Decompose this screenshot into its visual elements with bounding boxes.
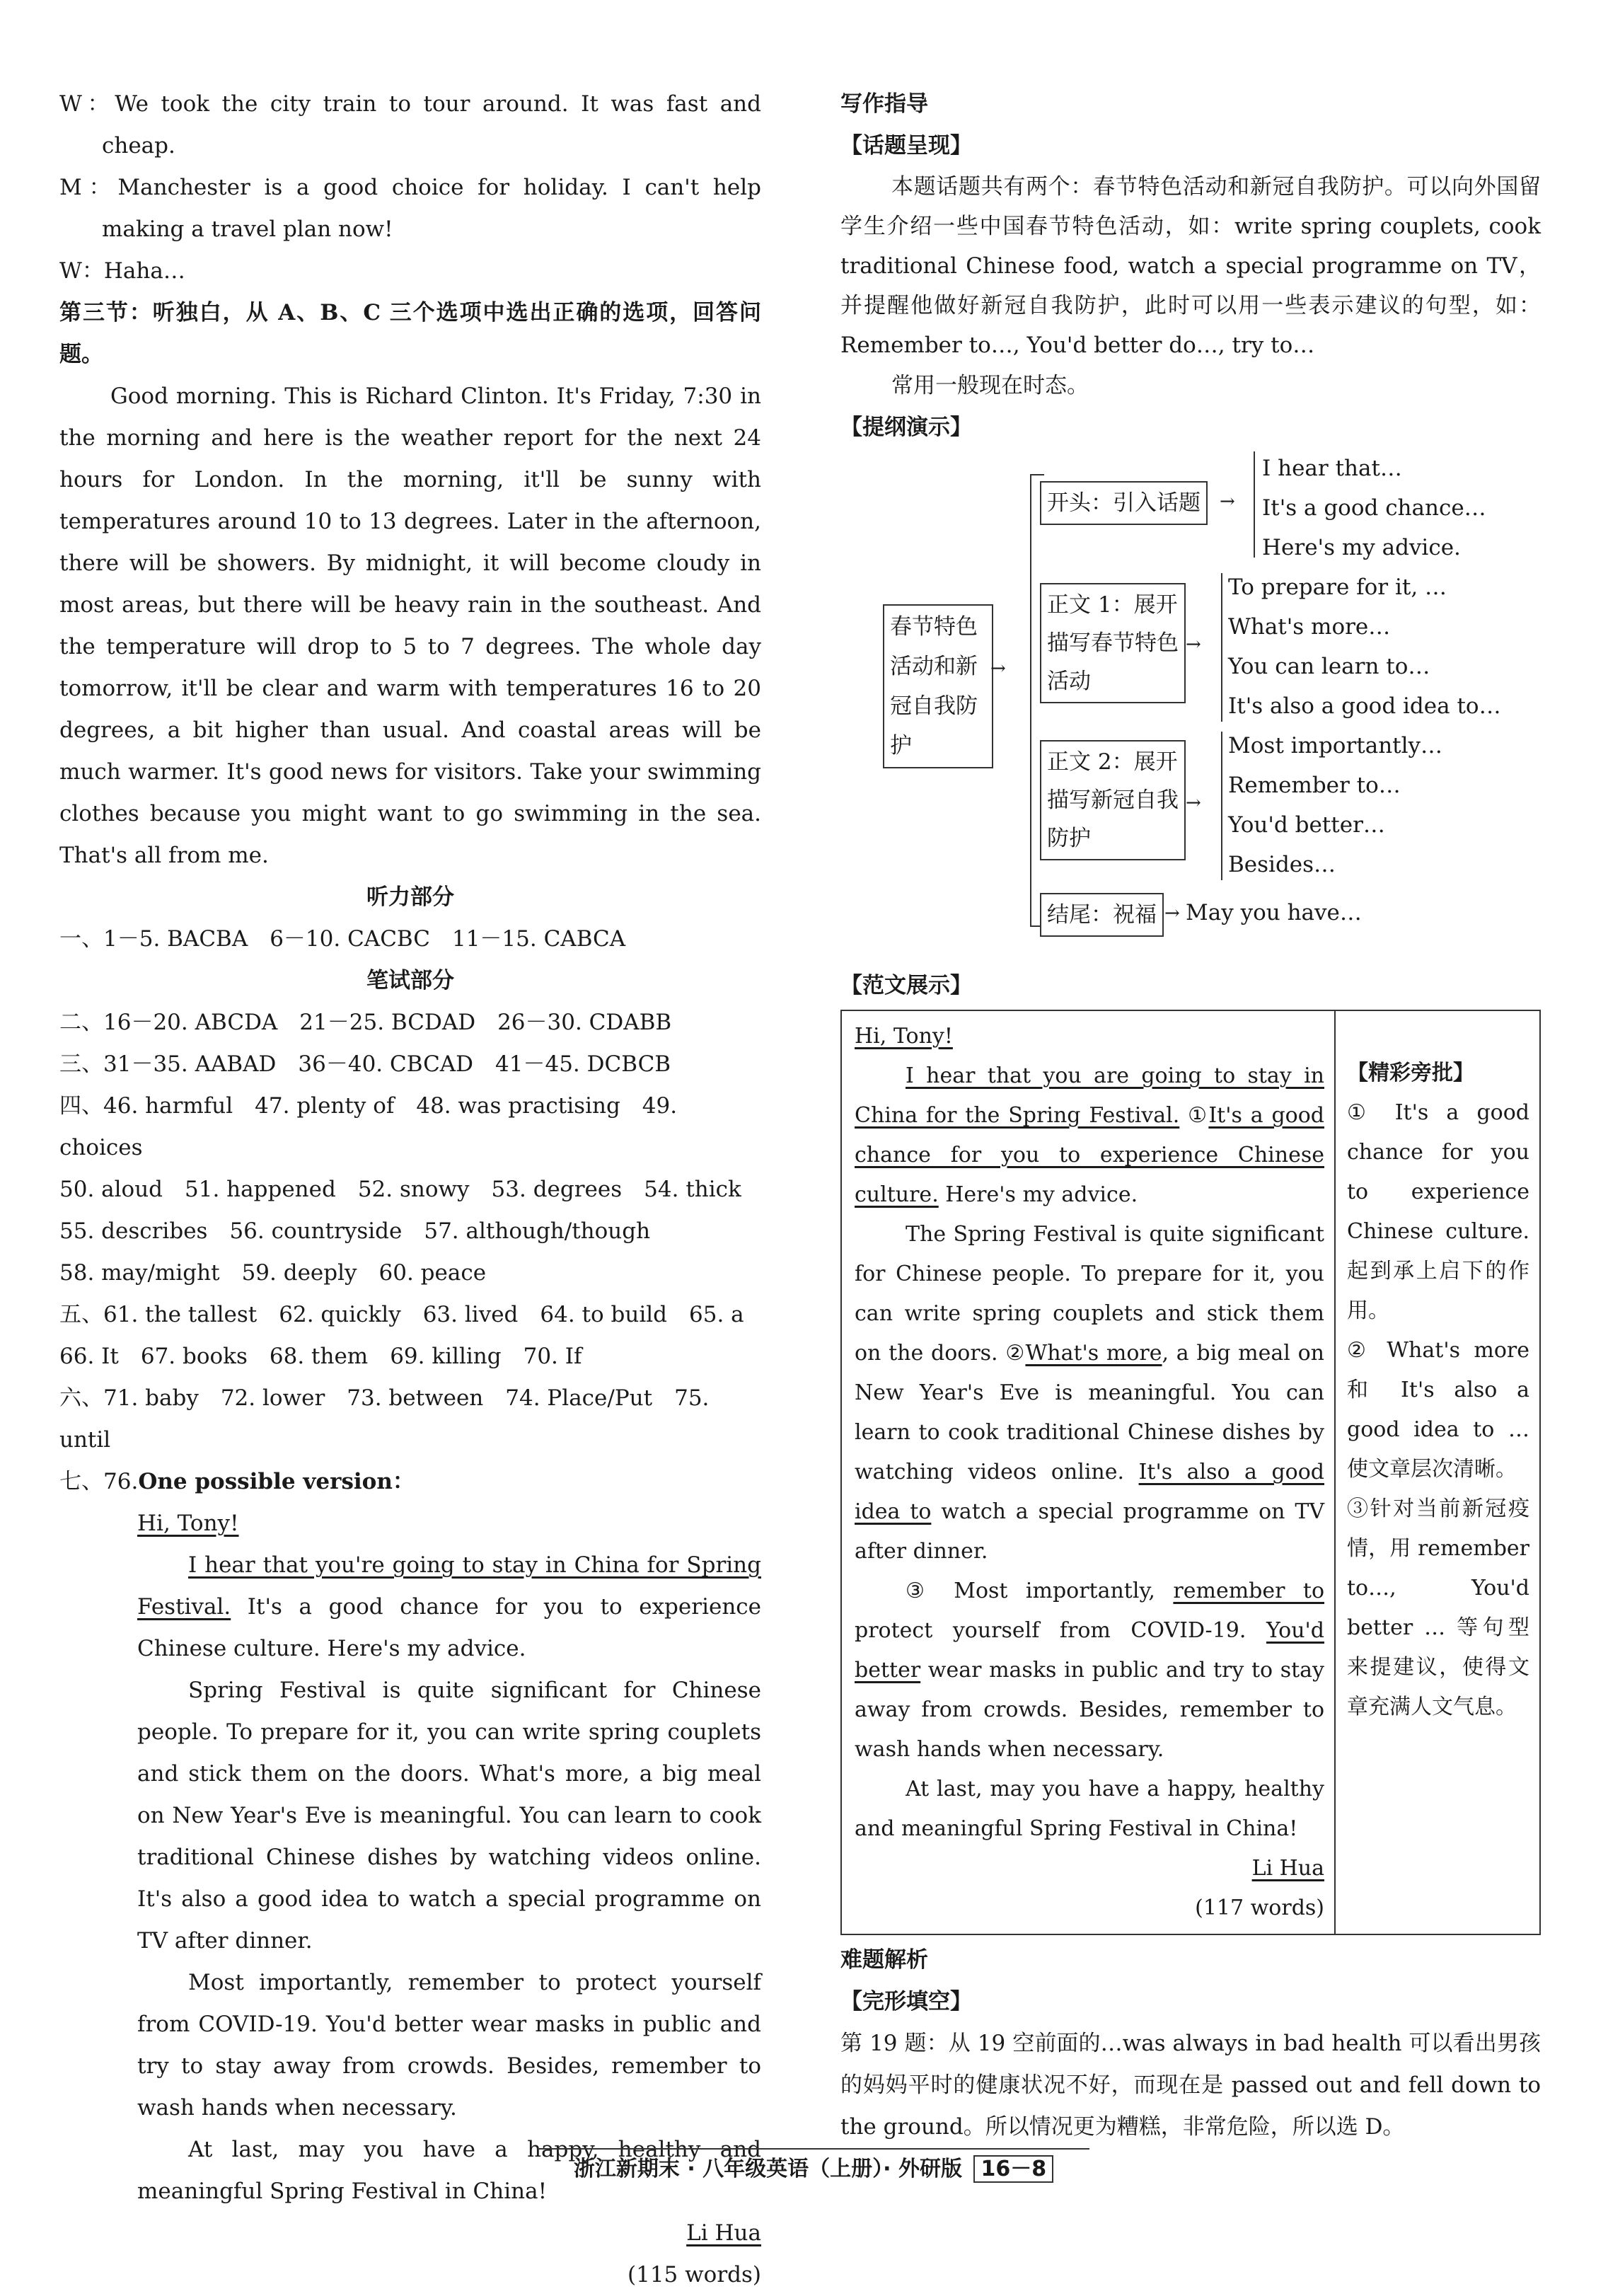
sample-label: 【范文展示】 xyxy=(840,973,972,998)
sample-signature: Li Hua xyxy=(1251,1856,1324,1881)
outline-body1: 正文 1：展开描写春节特色活动 xyxy=(1040,583,1186,703)
analysis-title: 难题解析 xyxy=(840,1947,928,1973)
essay-paragraph: I hear that you're going to stay in China for Spring Festival. It's a good chance for you to experience Chinese culture. Here's my advice. xyxy=(137,1552,761,1661)
answer-line: 66. It 67. books 68. them 69. killing 70. If xyxy=(59,1344,582,1369)
body1-item: It's also a good idea to… xyxy=(1228,693,1501,719)
answer-line: 50. aloud 51. happened 52. snowy 53. degrees 54. thick xyxy=(59,1177,741,1202)
topic-tense: 常用一般现在时态。 xyxy=(891,373,1089,398)
outline-bracket xyxy=(1030,474,1031,927)
essay-paragraph: At last, may you have a happy, healthy and meaningful Spring Festival in China! xyxy=(137,2137,761,2204)
answers-listening: 一、1－5. BACBA 6－10. CACBC 11－15. CABCA xyxy=(59,926,626,952)
arrow-icon: → xyxy=(1220,491,1235,512)
body2-item: Besides… xyxy=(1228,852,1336,877)
sample-paragraph: ③ Most importantly, remember to protect yourself from COVID-19. You'd better wear masks in public and try to stay away from crowds. Besides, remember to wash hands when necessary. xyxy=(855,1579,1325,1762)
ending-item: May you have… xyxy=(1186,900,1362,925)
essay-word-count: (115 words) xyxy=(627,2262,761,2288)
sample-essay xyxy=(842,1011,1336,1934)
sample-word-count: (117 words) xyxy=(1195,1896,1324,1920)
cloze-label: 【完形填空】 xyxy=(840,1989,972,2014)
answer-line: 55. describes 56. countryside 57. although/though xyxy=(59,1218,651,1244)
right-column xyxy=(840,83,1541,2148)
dialogue-line: M：Manchester is a good choice for holiday. I can't help making a travel plan now! xyxy=(59,175,761,242)
outline-ending: 结尾：祝福 xyxy=(1040,893,1164,937)
body1-item: What's more… xyxy=(1228,614,1391,640)
arrow-icon: → xyxy=(990,658,1006,679)
arrow-icon: → xyxy=(1186,634,1201,655)
side-note: ③针对当前新冠疫情，用 remember to…, You'd better … 等句型来提建议，使得文章充满人文气息。 xyxy=(1347,1496,1529,1719)
page-footer xyxy=(538,2148,1089,2189)
dialogue-line: W：We took the city train to tour around. It was fast and cheap. xyxy=(59,91,761,158)
written-title: 笔试部分 xyxy=(366,968,454,993)
sample-greeting: Hi, Tony! xyxy=(855,1024,953,1049)
side-note: ① It's a good chance for you to experience Chinese culture. 起到承上启下的作用。 xyxy=(1347,1100,1529,1323)
body2-item: You'd better… xyxy=(1228,812,1385,838)
opening-item: Here's my advice. xyxy=(1262,535,1461,560)
outline-label: 【提纲演示】 xyxy=(840,415,972,440)
guide-title: 写作指导 xyxy=(840,91,928,117)
dialogue-line: W：Haha… xyxy=(59,258,185,284)
sample-essay-box xyxy=(840,1010,1541,1935)
essay-greeting: Hi, Tony! xyxy=(137,1511,239,1536)
side-note: ② What's more 和 It's also a good idea to … 使文章层次清晰。 xyxy=(1347,1338,1529,1482)
arrow-icon: → xyxy=(1164,903,1180,924)
body2-item: Most importantly… xyxy=(1228,733,1443,758)
opening-item: I hear that… xyxy=(1262,456,1402,481)
topic-label: 【话题呈现】 xyxy=(840,133,972,158)
outline-opening: 开头：引入话题 xyxy=(1040,481,1208,525)
outline-root: 春节特色活动和新冠自我防护 xyxy=(883,604,993,768)
essay-paragraph: Spring Festival is quite significant for Chinese people. To prepare for it, you can write spring couplets and stick them on the doors. What's more, a big meal on New Year's Eve is meaningful. You can learn to cook traditional Chinese dishes by watching videos online. It's also a good idea to watch a special programme on TV after dinner. xyxy=(137,1678,761,1954)
body2-item: Remember to… xyxy=(1228,773,1401,798)
section3-heading: 第三节：听独白，从 A、B、C 三个选项中选出正确的选项，回答问题。 xyxy=(59,300,761,367)
side-notes-title: 【精彩旁批】 xyxy=(1347,1061,1474,1085)
answer-line: 五、61. the tallest 62. quickly 63. lived 64. to build 65. a xyxy=(59,1302,744,1327)
sample-paragraph: The Spring Festival is quite significant for Chinese people. To prepare for it, you can write spring couplets and stick them on the doors. ②What's more, a big meal on New Year's Eve is meaningful. You can learn to cook traditional Chinese dishes by watching videos online. It's also a good idea to watch a special programme on TV after dinner. xyxy=(855,1222,1324,1564)
answer-line: 六、71. baby 72. lower 73. between 74. Place/Put 75. until xyxy=(59,1385,710,1453)
essay-paragraph: Most importantly, remember to protect yourself from COVID-19. You'd better wear masks in public and try to stay away from crowds. Besides, remember to wash hands when necessary. xyxy=(137,1970,761,2121)
answer-line: 四、46. harmful 47. plenty of 48. was practising 49. choices xyxy=(59,1093,678,1160)
body1-item: To prepare for it, … xyxy=(1228,575,1447,600)
outline-diagram xyxy=(840,449,1541,965)
body1-item: You can learn to… xyxy=(1228,654,1430,679)
sample-paragraph: At last, may you have a happy, healthy and meaningful Spring Festival in China! xyxy=(855,1777,1324,1841)
opening-item: It's a good chance… xyxy=(1262,495,1486,521)
cloze-text: 第 19 题：从 19 空前面的…was always in bad health 可以看出男孩的妈妈平时的健康状况不好，而现在是 passed out and fell down to the ground。所以情况更为糟糕，非常危险，所以选 D。 xyxy=(840,2031,1541,2140)
q76-header: 七、76.One possible version： xyxy=(59,1469,415,1494)
answer-line: 三、31－35. AABAD 36－40. CBCAD 41－45. DCBCB xyxy=(59,1051,671,1077)
side-notes xyxy=(1336,1011,1539,1934)
answer-line: 58. may/might 59. deeply 60. peace xyxy=(59,1260,487,1286)
page-number: 16－8 xyxy=(973,2155,1053,2183)
footer-title: 浙江新期末 · 八年级英语（上册）· 外研版 xyxy=(573,2157,963,2181)
arrow-icon: → xyxy=(1186,792,1201,814)
sample-paragraph: I hear that you are going to stay in China for the Spring Festival. ①It's a good chance for you to experience Chinese culture. Here's my advice. xyxy=(855,1063,1324,1207)
essay-signature: Li Hua xyxy=(686,2220,761,2246)
listening-title: 听力部分 xyxy=(366,884,454,910)
outline-body2: 正文 2：展开描写新冠自我防护 xyxy=(1040,740,1186,860)
monologue-text: Good morning. This is Richard Clinton. It's Friday, 7:30 in the morning and here is the weather report for the next 24 hours for London. In the morning, it'll be sunny with temperatures around 10 to 13 degrees. Later in the afternoon, there will be showers. By midnight, it will become cloudy in most areas, but there will be heavy rain in the southeast. And the temperature will drop to 5 to 7 degrees. The whole day tomorrow, it'll be clear and warm with temperatures 16 to 20 degrees, a bit higher than usual. And coastal areas will be much warmer. It's good news for visitors. Take your swimming clothes because you might want to go swimming in the sea. That's all from me. xyxy=(59,383,761,868)
answer-line: 二、16－20. ABCDA 21－25. BCDAD 26－30. CDABB xyxy=(59,1010,672,1035)
left-column xyxy=(59,83,761,2296)
topic-text: 本题话题共有两个：春节特色活动和新冠自我防护。可以向外国留学生介绍一些中国春节特色活动，如：write spring couplets, cook traditional Chinese food, watch a special programme on TV，并提醒他做好新冠自我防护，此时可以用一些表示建议的句型，如：Remember to…, You'd better do…, try to… xyxy=(840,174,1541,358)
